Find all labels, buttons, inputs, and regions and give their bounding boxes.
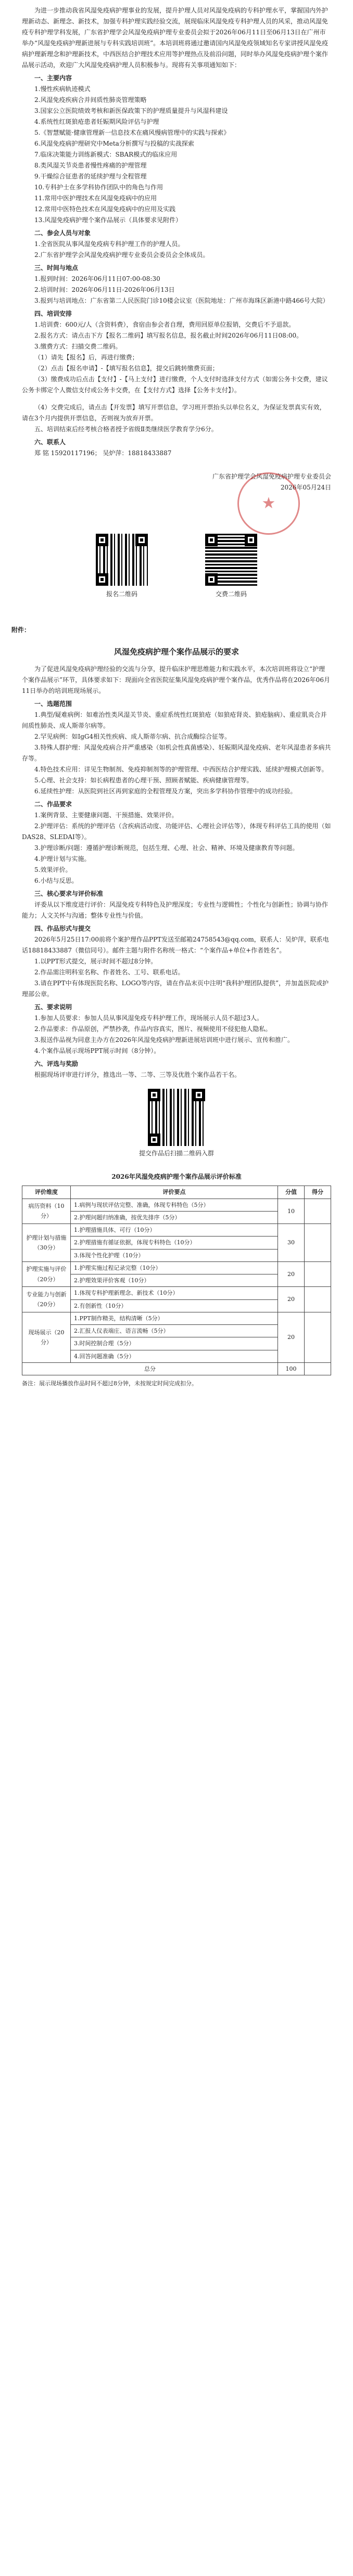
qr-code-icon[interactable] — [205, 534, 257, 586]
content-item: 6.风湿免疫病护理研究中Meta分析撰写与投稿的实战探索 — [34, 140, 194, 147]
training-time: 2.培训时间：2026年06月11日-2026年06月13日 — [34, 286, 175, 293]
table-row — [22, 1312, 331, 1324]
qr-label-payment: 交费二维码 — [215, 590, 247, 598]
section-heading-time-place: 三、时间与地点 — [34, 264, 79, 272]
requirement-item: 5.效果评价。 — [34, 866, 72, 874]
table-cell-point: 2.护理问题归纳准确，按优先排序（5分） — [71, 1211, 278, 1223]
contact-text: 郑 铭 15920117196； 吴炉萍：18818433887 — [34, 449, 172, 457]
table-cell-point: 3.体现个性化护理（10分） — [71, 1249, 278, 1261]
qr-caption: 提交作品后扫描二维码入群 — [138, 1150, 214, 1157]
evaluation-table — [22, 1186, 331, 1375]
annex-section-criteria: 三、核心要求与评价标准 — [34, 890, 104, 898]
annex-section-submission: 四、作品形式与提交 — [34, 925, 91, 933]
requirement-item: 1.案例背景、主要健康问题、干预措施、效果评价。 — [34, 812, 178, 819]
table-header-cell: 分值 — [278, 1186, 305, 1199]
table-cell-point: 1.护理措施具体、可行（10分） — [71, 1224, 278, 1237]
content-item: 7.临床决策能力训练新模式：SBAR模式的临床应用 — [34, 151, 178, 158]
table-cell-blank — [305, 1261, 331, 1287]
content-item: 10.专科护士在多学科协作团队中的角色与作用 — [34, 184, 163, 191]
table-row — [22, 1261, 331, 1274]
group-qr-code-icon[interactable] — [148, 1089, 205, 1146]
attendee-item: 1.全省医院从事风湿免疫病专科护理工作的护理人员。 — [34, 240, 184, 248]
table-header-row — [22, 1186, 331, 1199]
table-row — [22, 1199, 331, 1211]
table-cell-score: 10 — [278, 1199, 305, 1224]
notice-body — [0, 0, 353, 600]
table-cell-score: 20 — [278, 1287, 305, 1312]
annex-body — [0, 645, 353, 1388]
payment-text: 3.缴费方式：扫描交费二维码。 — [34, 343, 122, 350]
credit-text: 五、培训结束后经考核合格者授予省级Ⅱ类继续医学教育学分6分。 — [34, 426, 218, 433]
registration-qr[interactable] — [96, 534, 148, 600]
table-cell-point: 2.汇报人仪表端庄、语言流畅（5分） — [71, 1325, 278, 1337]
topic-item: 5.心理、社会支持：如长病程患者的心理干预、照顾者赋能、疾病健康管理等。 — [34, 777, 253, 784]
topic-item: 1.典型/疑难病例：如难治性类风湿关节炎、重症系统性红斑狼疮（如狼疮肾炎、狼疮脑病）、重症肌炎合并间质性肺炎、成人斯蒂尔病等。 — [22, 711, 327, 730]
content-item: 11.常用中医护理技术在风湿免疫病中的应用 — [34, 195, 157, 202]
content-item: 5.《智慧赋能·健康管理新一信息技术在痛风慢病管理中的实践与探索》 — [34, 129, 230, 136]
table-cell-blank — [305, 1199, 331, 1224]
section-heading-attendees: 二、参会人员与对象 — [34, 229, 91, 237]
content-item: 9.干燥综合征患者的延续护理与全程管理 — [34, 173, 147, 180]
table-cell-dimension: 专业能力与创新（20分） — [22, 1287, 71, 1312]
official-seal-icon — [237, 472, 300, 535]
table-cell-point: 1.体现专科护理新理念、新技术（10分） — [71, 1287, 278, 1299]
section-heading-content: 一、主要内容 — [34, 74, 72, 82]
table-cell-point: 2.护理措施有循证依据，体现专科特色（10分） — [71, 1237, 278, 1249]
annex-section-topics: 一、选题范围 — [34, 700, 72, 708]
total-score: 100 — [278, 1362, 305, 1375]
annex-intro: 为了促进风湿免疫病护理经验的交流与分享，提升临床护理思维能力和实践水平，本次培训班将设立“护理个案作品展示”环节，具体要求如下：现面向全省医院征集风湿免疫病护理个案作品，优秀作品将在2026年06月11日举办的培训班现场展示。 — [22, 665, 330, 695]
topic-item: 3.特殊人群护理：风湿免疫病合并严重感染（如机会性真菌感染）、妊娠期风湿免疫病、老年风湿患者多病共存等。 — [22, 744, 331, 763]
topic-item: 6.延续性护理：从医院到社区再到家庭的全程管理及方案，突出多学科协作管理中的成功经验。 — [34, 788, 297, 795]
table-cell-dimension: 病历资料（10分） — [22, 1199, 71, 1224]
payment-step: （2）点击【报名申请】-【填写报名信息】，提交后跳转缴费页面； — [34, 365, 219, 372]
note-item: 3.报送作品视为同意主办方在2026年风湿免疫病护理新进展培训班中进行展示、宣传和推广。 — [34, 1036, 294, 1044]
annex-label: 附件： — [11, 626, 31, 634]
issuer: 广东省护理学会风湿免疫病护理专业委员会 — [212, 473, 331, 480]
table-cell-blank — [305, 1287, 331, 1312]
total-label: 总分 — [22, 1362, 278, 1375]
table-footnote: 备注：展示现场播放作品时间不超过8分钟，未按规定时间完成扣分。 — [22, 1380, 197, 1387]
registration-text: 2.报名方式：请点击下方【报名二维码】填写报名信息，报名截止时间2026年06月11日08:00。 — [34, 332, 303, 339]
submission-text: 2026年5月25日17:00前将个案护理作品PPT发送至邮箱24758543@qq.com，联系人：吴炉萍，联系电话18818433887（微信同号）。邮件主题与附件名称统一格式：“个案作品+单位+作者姓名”。 — [22, 936, 329, 955]
table-cell-blank — [305, 1224, 331, 1262]
content-item: 13.风湿免疫病护理个案作品展示（具体要求见附件） — [34, 216, 182, 224]
table-cell-point: 1.PPT制作精美，结构清晰（5分） — [71, 1312, 278, 1324]
requirement-item: 2.护理评估：系统的护理评估（含疾病活动度、功能评估、心理社会评估等），体现专科评估工具的使用（如DAS28、SLEDAI等）。 — [22, 822, 331, 841]
issue-date: 2026年05月24日 — [280, 484, 331, 491]
criteria-text: 评委从以下维度进行评价：风湿免疫专科特色及护理深度；专业性与逻辑性；个性化与创新性；协调与协作能力；人文关怀与沟通；整体专业性与价值。 — [22, 901, 329, 920]
table-header-cell: 得分 — [305, 1186, 331, 1199]
section-heading-arrangement: 四、培训安排 — [34, 310, 72, 317]
table-row — [22, 1287, 331, 1299]
qr-code-row — [22, 534, 331, 600]
section-heading-contact: 六、联系人 — [34, 439, 66, 446]
note-item: 2.作品要求：作品原创，严禁抄袭，作品内容真实，图片、视频使用不侵犯他人隐私。 — [34, 1025, 272, 1033]
table-cell-point: 2.护理效果评价客观（10分） — [71, 1274, 278, 1287]
topic-item: 4.特色技术应用：详见生物制剂、免疫抑制剂等的护理管理、中西医结合护理实践、延续护理模式创新等。 — [34, 766, 328, 774]
content-item: 2.风湿免疫疾病合并间质性肺炎管理策略 — [34, 96, 147, 104]
content-item: 1.慢性疾病轨迹模式 — [34, 85, 91, 93]
award-text: 根据现场评审进行评分，推选出一等、二等、三等及优胜个案作品若干名。 — [34, 1071, 241, 1079]
requirement-item: 4.护理计划与实施。 — [34, 855, 91, 863]
attendee-item: 2.广东省护理学会风湿免疫病护理专业委员会委员会全体成员。 — [34, 251, 209, 259]
table-cell-point: 4.回答问题准确（5分） — [71, 1350, 278, 1362]
annex-section-notes: 五、要求说明 — [34, 1003, 72, 1011]
table-cell-point: 2.有创新性（10分） — [71, 1299, 278, 1312]
table-header-cell: 评价维度 — [22, 1186, 71, 1199]
qr-label-registration: 报名二维码 — [106, 590, 137, 598]
training-place: 3.报到与培训地点：广东省第二人民医院门诊10楼会议室（医院地址：广州市海珠区新港中路466号大院） — [34, 297, 329, 304]
table-cell-point: 1.病例与现状评估完整、准确，体现专科特色（5分） — [71, 1199, 278, 1211]
fee-text: 1.培训费：600元/人（含资料费），食宿由参会者自理，费用回原单位报销，交费后不予退款。 — [34, 321, 295, 328]
payment-step: （3）缴费成功后点击【支付】-【马上支付】进行缴费，个人支付时选择支付方式（如需公务卡交费，建议公务卡绑定个人微信支付或公务卡交费，在【支付方式】选择【公务卡支付】）。 — [22, 376, 328, 394]
format-item: 1.以PPT形式提交，展示时间不超过8分钟。 — [34, 958, 157, 965]
payment-step: （1）请先【报名】后，再进行缴费； — [34, 354, 138, 361]
table-cell-score: 30 — [278, 1224, 305, 1262]
table-cell-blank — [305, 1362, 331, 1375]
table-cell-point: 1.护理实施过程记录完整（10分） — [71, 1261, 278, 1274]
table-row — [22, 1224, 331, 1237]
format-item: 3.请在PPT中有体现医院名称、LOGO等内容，请在作品末页中注明“我科护理团队提供”，并加盖医院或护理部公章。 — [22, 980, 329, 998]
table-cell-blank — [305, 1312, 331, 1362]
table-title: 2026年风湿免疫病护理个案作品展示评价标准 — [111, 1173, 242, 1181]
table-header-cell: 评价要点 — [71, 1186, 278, 1199]
annex-section-award: 六、评选与奖励 — [34, 1060, 79, 1068]
table-cell-score: 20 — [278, 1261, 305, 1287]
checkin-time: 1.报到时间：2026年06月11日07:00-08:30 — [34, 275, 160, 282]
table-cell-dimension: 护理计划与措施（30分） — [22, 1224, 71, 1262]
annex-section-requirements: 二、作品要求 — [34, 801, 72, 808]
content-item: 4.系统性红斑狼疮患者妊娠期风险评估与护理 — [34, 118, 159, 125]
payment-qr[interactable] — [205, 534, 257, 600]
content-item: 8.类风湿关节炎患者慢性疼痛的护理管理 — [34, 162, 147, 169]
table-cell-score: 20 — [278, 1312, 305, 1362]
notice-intro: 为进一步推动我省风湿免疫病护理事业的发展，提升护理人员对风湿免疫病的专科护理水平，掌握国内外护理新动态、新理念、新技术，加强专科护理实践经验交流，展现临床风湿免疫专科护理人员的风采，推动风湿免疫专科护理学科发展，广东省护理学会风湿免疫病护理专业委员会拟于2026年06月11日至06月13日在广州市举办“风湿免疫病护理新进展与专科实践培训班”。本培训班将通过邀请国内风湿免疫领域知名专家讲授风湿免疫病护理新理念和护理新技术，中西医结合护理技术应用等护理热点及前沿问题，同时举办风湿免疫病护理个案作品展示活动，欢迎广大风湿免疫病护理人员积极参与。现将有关事项通知如下： — [22, 7, 329, 69]
requirement-item: 3.护理诊断/问题：遵循护理诊断规范，包括生理、心理、社会、精神、环境及健康教育等问题。 — [34, 844, 299, 852]
annex-title: 风湿免疫病护理个案作品展示的要求 — [114, 647, 239, 656]
invoice-text: （4）交费完成后，请点击【开发票】填写开票信息，学习班开票抬头以单位名义，为保证发票真实有效，请在3个月内提供开票信息，否则视为放弃开票。 — [22, 404, 326, 422]
table-cell-dimension: 现场展示（20分） — [22, 1312, 71, 1362]
note-item: 4.个案作品展示现场PPT展示时间（8分钟）。 — [34, 1047, 160, 1055]
note-item: 1.参加人员要求：参加人员从事风湿免疫专科护理工作，现场展示人员不超过3人。 — [34, 1014, 263, 1022]
format-item: 2.作品需注明科室名称、作者姓名、工号、联系电话。 — [34, 969, 184, 976]
topic-item: 2.罕见病例：如IgG4相关性疾病、成人斯蒂尔病、抗合成酶综合征等。 — [34, 733, 231, 741]
content-list — [22, 84, 331, 226]
requirement-item: 6.小结与反思。 — [34, 877, 78, 885]
content-item: 12.常用中医特色技术在风湿免疫病中的应用及实践 — [34, 205, 176, 213]
qr-code-icon[interactable] — [96, 534, 148, 586]
content-item: 3.国家公立医院绩效考核和新医保政策下的护理质量提升与风湿科建设 — [34, 107, 228, 114]
table-total-row — [22, 1362, 331, 1375]
table-cell-dimension: 护理实施与评价（20分） — [22, 1261, 71, 1287]
table-cell-point: 3.时间控制合理（5分） — [71, 1337, 278, 1350]
